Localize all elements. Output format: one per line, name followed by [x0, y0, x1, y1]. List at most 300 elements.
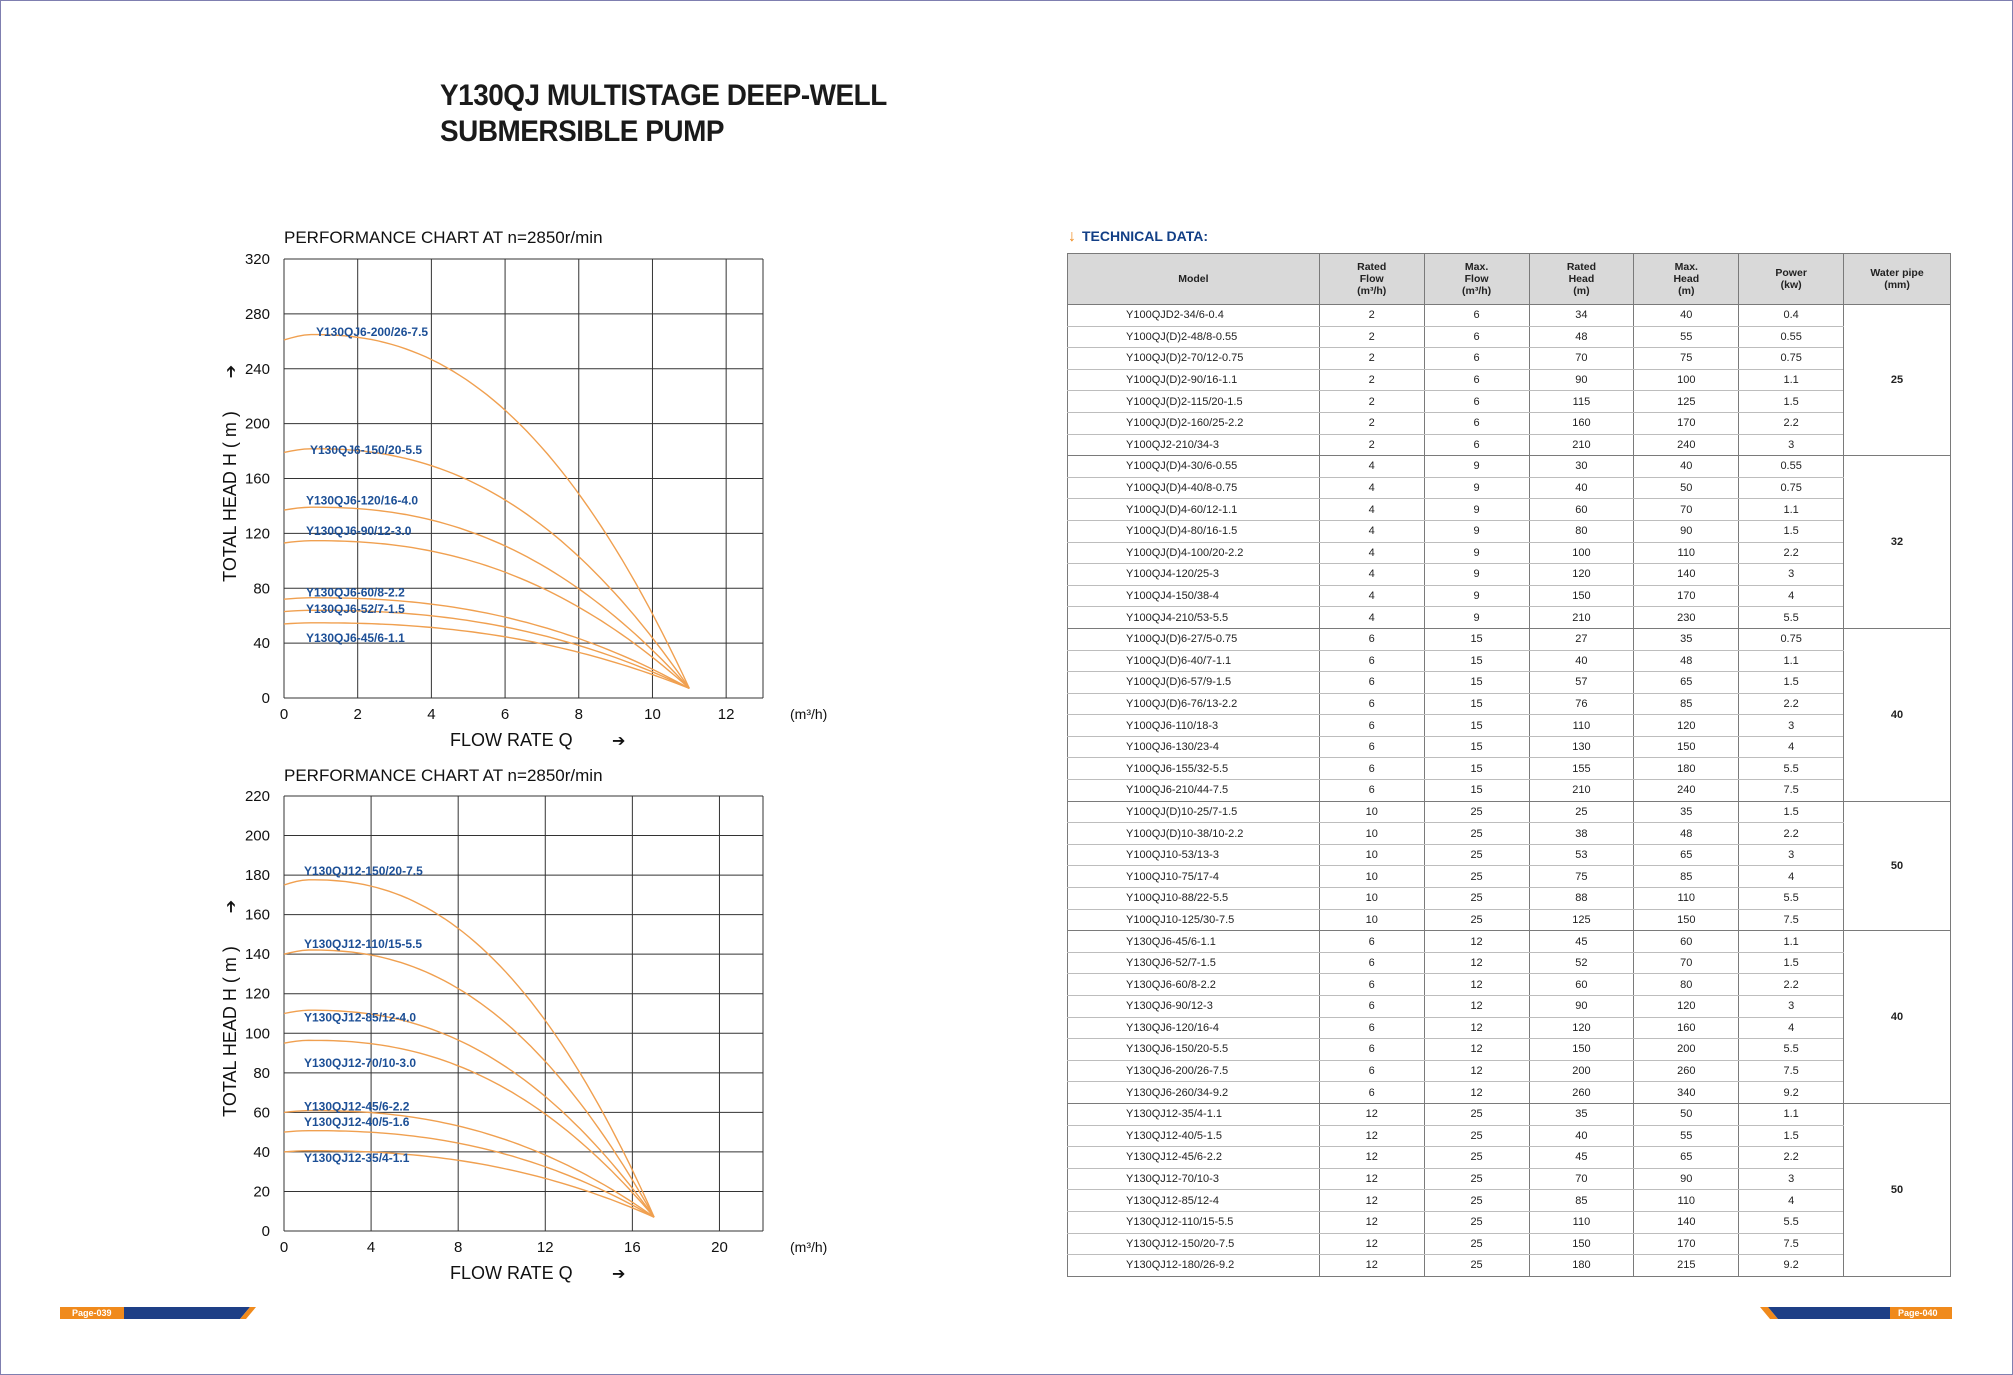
value-cell: 35: [1634, 801, 1739, 823]
table-row: [1068, 1060, 1951, 1082]
y-tick-label: 0: [261, 1223, 270, 1240]
x-axis-arrow-icon: ➔: [612, 733, 626, 750]
value-cell: 70: [1529, 1168, 1634, 1190]
water-pipe-cell: 50: [1844, 801, 1951, 931]
y-tick-label: 100: [244, 1025, 270, 1043]
y-tick-label: 40: [253, 1143, 270, 1161]
model-cell: Y100QJ(D)10-25/7-1.5: [1068, 801, 1320, 823]
value-cell: 2: [1319, 348, 1424, 370]
value-cell: 4: [1319, 499, 1424, 521]
model-cell: Y130QJ12-180/26-9.2: [1068, 1255, 1320, 1277]
table-row: [1068, 1211, 1951, 1233]
value-cell: 120: [1634, 715, 1739, 737]
y-tick-label: 40: [253, 635, 270, 653]
series-label: Y130QJ6-90/12-3.0: [306, 523, 412, 538]
value-cell: 1.1: [1739, 650, 1844, 672]
value-cell: 9: [1424, 477, 1529, 499]
water-pipe-cell: 50: [1844, 1103, 1951, 1276]
value-cell: 52: [1529, 952, 1634, 974]
value-cell: 160: [1529, 412, 1634, 434]
value-cell: 4: [1739, 1190, 1844, 1212]
x-tick-label: 4: [366, 1239, 376, 1256]
value-cell: 155: [1529, 758, 1634, 780]
x-tick-label: 0: [279, 1239, 289, 1256]
header-max-flow: Max. Flow (m³/h): [1424, 254, 1529, 305]
series-label: Y130QJ6-45/6-1.1: [306, 630, 405, 645]
value-cell: 75: [1634, 348, 1739, 370]
table-row: [1068, 391, 1951, 413]
x-tick-label: 8: [454, 1239, 463, 1256]
table-row: [1068, 542, 1951, 564]
value-cell: 170: [1634, 585, 1739, 607]
y-tick-label: 200: [244, 415, 270, 433]
table-row: [1068, 1017, 1951, 1039]
value-cell: 30: [1529, 456, 1634, 478]
y-tick-label: 80: [253, 580, 270, 598]
model-cell: Y130QJ6-260/34-9.2: [1068, 1082, 1320, 1104]
value-cell: 5.5: [1739, 1039, 1844, 1061]
value-cell: 10: [1319, 801, 1424, 823]
value-cell: 12: [1319, 1190, 1424, 1212]
table-row: [1068, 585, 1951, 607]
series-label: Y130QJ6-52/7-1.5: [306, 602, 405, 617]
x-tick-label: 6: [500, 706, 510, 723]
value-cell: 100: [1634, 369, 1739, 391]
table-row: [1068, 369, 1951, 391]
table-row: [1068, 780, 1951, 802]
table-row: [1068, 996, 1951, 1018]
value-cell: 25: [1424, 1103, 1529, 1125]
value-cell: 25: [1424, 1255, 1529, 1277]
value-cell: 6: [1319, 931, 1424, 953]
value-cell: 12: [1424, 1082, 1529, 1104]
value-cell: 70: [1634, 499, 1739, 521]
value-cell: 3: [1739, 1168, 1844, 1190]
table-header-row: [1068, 254, 1951, 305]
value-cell: 120: [1529, 564, 1634, 586]
value-cell: 170: [1634, 412, 1739, 434]
value-cell: 150: [1529, 1233, 1634, 1255]
table-row: [1068, 434, 1951, 456]
value-cell: 2: [1319, 434, 1424, 456]
model-cell: Y100QJ(D)2-160/25-2.2: [1068, 412, 1320, 434]
table-row: [1068, 412, 1951, 434]
model-cell: Y100QJ6-155/32-5.5: [1068, 758, 1320, 780]
model-cell: Y100QJ4-120/25-3: [1068, 564, 1320, 586]
value-cell: 260: [1529, 1082, 1634, 1104]
model-cell: Y130QJ12-85/12-4: [1068, 1190, 1320, 1212]
value-cell: 12: [1319, 1255, 1424, 1277]
water-pipe-cell: 25: [1844, 305, 1951, 456]
value-cell: 2: [1319, 305, 1424, 327]
y-axis-arrow-icon: ➔: [223, 364, 240, 379]
value-cell: 12: [1424, 1017, 1529, 1039]
value-cell: 6: [1319, 672, 1424, 694]
value-cell: 80: [1634, 974, 1739, 996]
table-row: [1068, 693, 1951, 715]
value-cell: 215: [1634, 1255, 1739, 1277]
value-cell: 2: [1319, 369, 1424, 391]
table-row: [1068, 499, 1951, 521]
series-label: Y130QJ6-200/26-7.5: [316, 324, 429, 339]
value-cell: 60: [1634, 931, 1739, 953]
technical-data-table: [1067, 253, 1951, 1277]
table-row: [1068, 952, 1951, 974]
value-cell: 55: [1634, 326, 1739, 348]
value-cell: 40: [1529, 477, 1634, 499]
value-cell: 15: [1424, 736, 1529, 758]
value-cell: 5.5: [1739, 888, 1844, 910]
value-cell: 3: [1739, 564, 1844, 586]
value-cell: 6: [1319, 628, 1424, 650]
model-cell: Y100QJ10-53/13-3: [1068, 844, 1320, 866]
value-cell: 40: [1634, 305, 1739, 327]
value-cell: 1.5: [1739, 672, 1844, 694]
model-cell: Y100QJ(D)6-40/7-1.1: [1068, 650, 1320, 672]
model-cell: Y100QJ(D)6-57/9-1.5: [1068, 672, 1320, 694]
value-cell: 9: [1424, 499, 1529, 521]
value-cell: 4: [1319, 477, 1424, 499]
value-cell: 10: [1319, 823, 1424, 845]
series-line-Y130QJ12-110/15-5.5: [284, 950, 654, 1217]
value-cell: 4: [1739, 585, 1844, 607]
value-cell: 170: [1634, 1233, 1739, 1255]
value-cell: 6: [1319, 952, 1424, 974]
model-cell: Y130QJ6-150/20-5.5: [1068, 1039, 1320, 1061]
value-cell: 1.1: [1739, 369, 1844, 391]
series-line-Y130QJ6-52/7-1.5: [284, 610, 689, 688]
value-cell: 210: [1529, 780, 1634, 802]
value-cell: 70: [1529, 348, 1634, 370]
value-cell: 2: [1319, 412, 1424, 434]
value-cell: 15: [1424, 780, 1529, 802]
value-cell: 9: [1424, 585, 1529, 607]
page-number-right: Page-040: [1898, 1308, 1938, 1318]
y-tick-label: 60: [253, 1104, 270, 1122]
value-cell: 180: [1529, 1255, 1634, 1277]
value-cell: 6: [1424, 348, 1529, 370]
value-cell: 2.2: [1739, 823, 1844, 845]
value-cell: 210: [1529, 607, 1634, 629]
title-line-1: Y130QJ MULTISTAGE DEEP-WELL: [440, 79, 887, 112]
value-cell: 130: [1529, 736, 1634, 758]
value-cell: 1.5: [1739, 520, 1844, 542]
value-cell: 10: [1319, 844, 1424, 866]
water-pipe-cell: 40: [1844, 628, 1951, 801]
value-cell: 6: [1319, 650, 1424, 672]
model-cell: Y100QJ(D)2-70/12-0.75: [1068, 348, 1320, 370]
model-cell: Y130QJ6-52/7-1.5: [1068, 952, 1320, 974]
header-rated-flow: Rated Flow (m³/h): [1319, 254, 1424, 305]
value-cell: 12: [1319, 1168, 1424, 1190]
value-cell: 76: [1529, 693, 1634, 715]
table-row: [1068, 326, 1951, 348]
value-cell: 12: [1319, 1233, 1424, 1255]
title-line-2: SUBMERSIBLE PUMP: [440, 115, 724, 148]
table-row: [1068, 931, 1951, 953]
value-cell: 0.75: [1739, 477, 1844, 499]
value-cell: 4: [1319, 542, 1424, 564]
value-cell: 9: [1424, 607, 1529, 629]
value-cell: 10: [1319, 909, 1424, 931]
model-cell: Y100QJ4-150/38-4: [1068, 585, 1320, 607]
header-max-head: Max. Head (m): [1634, 254, 1739, 305]
model-cell: Y130QJ12-35/4-1.1: [1068, 1103, 1320, 1125]
y-tick-label: 160: [244, 906, 270, 924]
value-cell: 6: [1319, 1039, 1424, 1061]
value-cell: 6: [1319, 758, 1424, 780]
model-cell: Y100QJ10-75/17-4: [1068, 866, 1320, 888]
value-cell: 9: [1424, 456, 1529, 478]
value-cell: 10: [1319, 866, 1424, 888]
value-cell: 140: [1634, 1211, 1739, 1233]
value-cell: 6: [1319, 693, 1424, 715]
value-cell: 9.2: [1739, 1082, 1844, 1104]
model-cell: Y100QJ(D)4-100/20-2.2: [1068, 542, 1320, 564]
model-cell: Y100QJ6-130/23-4: [1068, 736, 1320, 758]
value-cell: 75: [1529, 866, 1634, 888]
value-cell: 110: [1634, 888, 1739, 910]
value-cell: 53: [1529, 844, 1634, 866]
table-row: [1068, 1190, 1951, 1212]
value-cell: 15: [1424, 628, 1529, 650]
value-cell: 25: [1424, 1125, 1529, 1147]
value-cell: 2: [1319, 391, 1424, 413]
value-cell: 5.5: [1739, 1211, 1844, 1233]
model-cell: Y100QJ(D)2-90/16-1.1: [1068, 369, 1320, 391]
value-cell: 12: [1319, 1125, 1424, 1147]
header-water-pipe: Water pipe (mm): [1844, 254, 1951, 305]
value-cell: 4: [1739, 736, 1844, 758]
value-cell: 1.1: [1739, 1103, 1844, 1125]
value-cell: 35: [1529, 1103, 1634, 1125]
value-cell: 7.5: [1739, 1060, 1844, 1082]
model-cell: Y130QJ6-45/6-1.1: [1068, 931, 1320, 953]
value-cell: 40: [1529, 1125, 1634, 1147]
value-cell: 55: [1634, 1125, 1739, 1147]
value-cell: 9.2: [1739, 1255, 1844, 1277]
value-cell: 4: [1739, 1017, 1844, 1039]
value-cell: 50: [1634, 1103, 1739, 1125]
value-cell: 85: [1634, 693, 1739, 715]
technical-data-label: TECHNICAL DATA:: [1082, 228, 1208, 244]
table-row: [1068, 758, 1951, 780]
model-cell: Y100QJ4-210/53-5.5: [1068, 607, 1320, 629]
value-cell: 3: [1739, 996, 1844, 1018]
value-cell: 1.5: [1739, 1125, 1844, 1147]
value-cell: 10: [1319, 888, 1424, 910]
table-row: [1068, 520, 1951, 542]
model-cell: Y100QJ(D)4-80/16-1.5: [1068, 520, 1320, 542]
value-cell: 100: [1529, 542, 1634, 564]
model-cell: Y130QJ6-60/8-2.2: [1068, 974, 1320, 996]
table-row: [1068, 628, 1951, 650]
y-axis-label: TOTAL HEAD H ( m ): [220, 411, 240, 582]
value-cell: 0.75: [1739, 348, 1844, 370]
table-row: [1068, 736, 1951, 758]
table-row: [1068, 1082, 1951, 1104]
value-cell: 6: [1319, 1060, 1424, 1082]
value-cell: 15: [1424, 758, 1529, 780]
value-cell: 88: [1529, 888, 1634, 910]
value-cell: 140: [1634, 564, 1739, 586]
value-cell: 6: [1424, 412, 1529, 434]
y-tick-label: 80: [253, 1064, 270, 1082]
value-cell: 2.2: [1739, 1147, 1844, 1169]
performance-charts: [0, 0, 1000, 1300]
x-tick-label: 20: [711, 1239, 728, 1256]
value-cell: 125: [1529, 909, 1634, 931]
value-cell: 4: [1319, 520, 1424, 542]
value-cell: 6: [1319, 1082, 1424, 1104]
model-cell: Y130QJ12-70/10-3: [1068, 1168, 1320, 1190]
value-cell: 25: [1424, 801, 1529, 823]
value-cell: 12: [1424, 952, 1529, 974]
value-cell: 50: [1634, 477, 1739, 499]
value-cell: 7.5: [1739, 780, 1844, 802]
value-cell: 90: [1634, 1168, 1739, 1190]
table-row: [1068, 844, 1951, 866]
value-cell: 25: [1424, 1233, 1529, 1255]
y-tick-label: 120: [244, 525, 270, 543]
x-axis-arrow-icon: ➔: [612, 1266, 626, 1283]
value-cell: 1.5: [1739, 801, 1844, 823]
table-row: [1068, 1125, 1951, 1147]
value-cell: 120: [1634, 996, 1739, 1018]
table-row: [1068, 1255, 1951, 1277]
model-cell: Y100QJD2-34/6-0.4: [1068, 305, 1320, 327]
value-cell: 12: [1424, 996, 1529, 1018]
table-row: [1068, 348, 1951, 370]
model-cell: Y100QJ6-110/18-3: [1068, 715, 1320, 737]
value-cell: 6: [1319, 736, 1424, 758]
value-cell: 48: [1634, 823, 1739, 845]
table-row: [1068, 715, 1951, 737]
value-cell: 4: [1319, 585, 1424, 607]
value-cell: 0.75: [1739, 628, 1844, 650]
value-cell: 240: [1634, 434, 1739, 456]
value-cell: 85: [1529, 1190, 1634, 1212]
model-cell: Y100QJ(D)2-48/8-0.55: [1068, 326, 1320, 348]
value-cell: 200: [1634, 1039, 1739, 1061]
value-cell: 60: [1529, 974, 1634, 996]
x-tick-label: 12: [536, 1239, 554, 1256]
table-row: [1068, 801, 1951, 823]
value-cell: 35: [1634, 628, 1739, 650]
value-cell: 6: [1319, 780, 1424, 802]
series-line-Y130QJ12-40/5-1.6: [284, 1131, 654, 1218]
value-cell: 125: [1634, 391, 1739, 413]
model-cell: Y130QJ12-40/5-1.5: [1068, 1125, 1320, 1147]
table-row: [1068, 1147, 1951, 1169]
down-arrow-icon: ↓: [1068, 228, 1076, 245]
series-label: Y130QJ12-150/20-7.5: [304, 864, 423, 879]
y-tick-label: 200: [244, 827, 270, 845]
x-tick-label: 16: [624, 1239, 641, 1256]
value-cell: 4: [1739, 866, 1844, 888]
series-label: Y130QJ6-60/8-2.2: [306, 585, 405, 600]
value-cell: 5.5: [1739, 607, 1844, 629]
series-label: Y130QJ12-70/10-3.0: [304, 1055, 417, 1070]
x-unit-label: (m³/h): [790, 706, 828, 722]
value-cell: 7.5: [1739, 1233, 1844, 1255]
value-cell: 150: [1529, 585, 1634, 607]
value-cell: 15: [1424, 715, 1529, 737]
value-cell: 230: [1634, 607, 1739, 629]
table-row: [1068, 974, 1951, 996]
series-label: Y130QJ12-40/5-1.6: [304, 1115, 410, 1130]
series-line-Y130QJ12-150/20-7.5: [284, 880, 654, 1217]
value-cell: 48: [1529, 326, 1634, 348]
value-cell: 180: [1634, 758, 1739, 780]
value-cell: 6: [1424, 434, 1529, 456]
value-cell: 25: [1424, 866, 1529, 888]
model-cell: Y130QJ6-120/16-4: [1068, 1017, 1320, 1039]
value-cell: 110: [1634, 1190, 1739, 1212]
model-cell: Y100QJ10-125/30-7.5: [1068, 909, 1320, 931]
model-cell: Y130QJ6-90/12-3: [1068, 996, 1320, 1018]
value-cell: 120: [1529, 1017, 1634, 1039]
model-cell: Y100QJ6-210/44-7.5: [1068, 780, 1320, 802]
value-cell: 2.2: [1739, 542, 1844, 564]
value-cell: 12: [1424, 974, 1529, 996]
x-tick-label: 0: [279, 706, 289, 723]
header-rated-head: Rated Head (m): [1529, 254, 1634, 305]
y-tick-label: 280: [244, 305, 270, 323]
header-power: Power (kw): [1739, 254, 1844, 305]
value-cell: 2.2: [1739, 412, 1844, 434]
value-cell: 4: [1319, 456, 1424, 478]
series-label: Y130QJ12-35/4-1.1: [304, 1150, 410, 1165]
value-cell: 3: [1739, 715, 1844, 737]
value-cell: 1.1: [1739, 931, 1844, 953]
table-row: [1068, 305, 1951, 327]
table-row: [1068, 1233, 1951, 1255]
series-label: Y130QJ6-150/20-5.5: [310, 442, 423, 457]
table-row: [1068, 607, 1951, 629]
value-cell: 110: [1529, 715, 1634, 737]
value-cell: 25: [1424, 844, 1529, 866]
value-cell: 9: [1424, 520, 1529, 542]
model-cell: Y130QJ12-45/6-2.2: [1068, 1147, 1320, 1169]
y-tick-label: 180: [244, 867, 270, 885]
y-tick-label: 160: [244, 470, 270, 488]
x-tick-label: 2: [353, 706, 362, 723]
value-cell: 1.5: [1739, 952, 1844, 974]
value-cell: 15: [1424, 650, 1529, 672]
value-cell: 90: [1529, 996, 1634, 1018]
value-cell: 15: [1424, 672, 1529, 694]
value-cell: 260: [1634, 1060, 1739, 1082]
value-cell: 25: [1424, 1147, 1529, 1169]
value-cell: 7.5: [1739, 909, 1844, 931]
value-cell: 6: [1319, 1017, 1424, 1039]
value-cell: 90: [1529, 369, 1634, 391]
table-row: [1068, 672, 1951, 694]
table-row: [1068, 1039, 1951, 1061]
y-tick-label: 240: [244, 360, 270, 378]
model-cell: Y130QJ6-200/26-7.5: [1068, 1060, 1320, 1082]
table-row: [1068, 1103, 1951, 1125]
series-label: Y130QJ6-120/16-4.0: [306, 493, 419, 508]
y-tick-label: 220: [244, 788, 270, 805]
value-cell: 12: [1424, 1060, 1529, 1082]
value-cell: 12: [1319, 1103, 1424, 1125]
table-row: [1068, 866, 1951, 888]
value-cell: 40: [1529, 650, 1634, 672]
value-cell: 45: [1529, 931, 1634, 953]
value-cell: 5.5: [1739, 758, 1844, 780]
